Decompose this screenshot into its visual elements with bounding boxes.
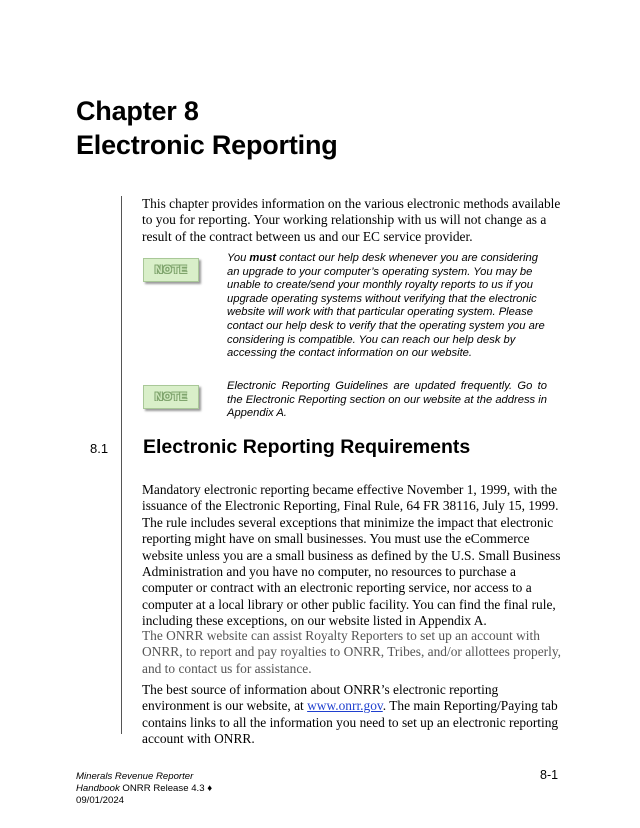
paragraph-3-start: The best source of information about ONRR’s electronic reporting environment is our website, at xyxy=(142,682,499,714)
note-1-text xyxy=(227,252,547,361)
information-source-paragraph xyxy=(142,682,562,748)
requirements-paragraph: Mandatory electronic reporting became effective November 1, 1999, with the issuance of the Electronic Reporting, Final Rule, 64 FR 38116, July 15, 1999. The rule includes several exceptions that minimize the impact that electronic reporting might have on small businesses. You must use the eCommerce website unless you are a small business as defined by the U.S. Small Business Administration and you have no computer, no resources to purchase a computer or contract with an electronic reporting service, nor access to a computer at a local library or other public facility. You can find the final rule, including these exceptions, on our website listed in Appendix A. xyxy=(142,482,561,629)
chapter-number: Chapter 8 xyxy=(76,96,199,126)
section-heading: Electronic Reporting Requirements xyxy=(143,436,471,458)
note-badge-label: NOTE xyxy=(154,264,188,276)
note-badge-icon xyxy=(143,385,199,409)
footer-release-number: ONRR Release 4.3 ♦ xyxy=(119,783,213,794)
section-number: 8.1 xyxy=(90,441,109,456)
onrr-website-link[interactable]: www.onrr.gov xyxy=(307,698,383,714)
paragraph-3-end: . The main Reporting/Paying tab contains links to all the information you need to set up an electronic reporting account with ONRR. xyxy=(142,698,559,747)
footer-date: 09/01/2024 xyxy=(76,795,125,806)
intro-paragraph: This chapter provides information on the various electronic methods available to you for reporting. Your working relationship with us will not change as a result of the contract between us and our EC service provider. xyxy=(142,196,561,244)
chapter-name: Electronic Reporting xyxy=(76,130,338,160)
page-footer xyxy=(76,771,212,807)
footer-release xyxy=(76,783,212,795)
page-number: 8-1 xyxy=(540,768,559,782)
note-1-emphasis: must xyxy=(249,252,277,264)
note-2-text: Electronic Reporting Guidelines are updated frequently. Go to the Electronic Reporting section on our website at the address in Appendix A. xyxy=(227,380,547,420)
note-1-text-start: You xyxy=(227,252,250,264)
note-badge-label: NOTE xyxy=(154,391,188,403)
footer-handbook: Handbook xyxy=(76,783,120,794)
note-badge-icon xyxy=(143,258,199,282)
footer-publication: Minerals Revenue Reporter xyxy=(76,771,194,782)
note-1-text-end: contact our help desk whenever you are considering an upgrade to your computer’s operating system. You may be unable to create/send your monthly royalty reports to us if you upgrade operating systems without verifying that the electronic website will work with that particular operating system. Please contact our help desk to verify that the operating system you are considering is compatible. You can reach our help desk by accessing the contact information on our website. xyxy=(227,252,545,360)
margin-rule xyxy=(121,196,122,734)
chapter-title xyxy=(76,94,338,162)
website-assist-paragraph: The ONRR website can assist Royalty Reporters to set up an account with ONRR, to report and pay royalties to ONRR, Tribes, and/or allottees properly, and to contact us for assistance. xyxy=(142,628,562,676)
